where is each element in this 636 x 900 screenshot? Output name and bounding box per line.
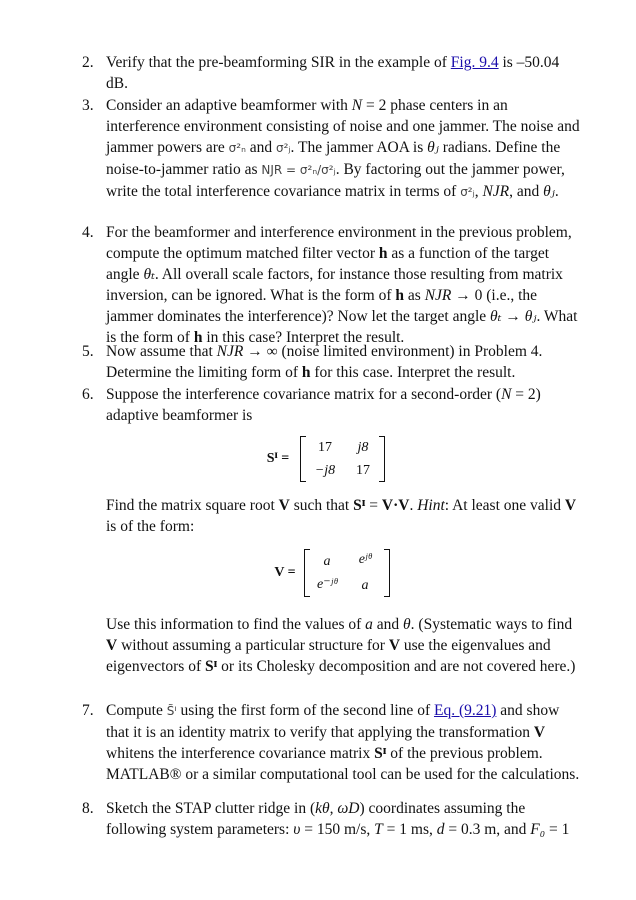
problem-5 <box>82 341 582 383</box>
right-bracket <box>384 549 390 597</box>
left-bracket <box>300 436 306 482</box>
matrix-cell: 17 <box>356 463 370 478</box>
problem-text: Find the matrix square root V such that Sᴵ = V·V. Hint: At least one valid V is of the form: <box>106 497 577 535</box>
problem-2 <box>82 52 582 94</box>
problem-number: 4. <box>82 224 94 241</box>
problem-6-conclusion <box>82 614 582 677</box>
sigma-j-squared: σ²ⱼ <box>276 141 291 155</box>
problem-text: Verify that the pre-beamforming SIR in the example of Fig. 9.4 is –50.04 dB. <box>106 54 560 92</box>
matrix-cell: eʲᶿ <box>358 552 372 567</box>
matrix-cell: a <box>361 578 369 593</box>
matrix-cell: 17 <box>318 440 332 455</box>
s-tilde-symbol: S̃ᴵ <box>166 704 177 718</box>
matrix-cell: −j8 <box>314 463 336 478</box>
problem-6 <box>82 384 582 426</box>
matrix-lhs: V = <box>274 565 296 580</box>
problem-number: 3. <box>82 97 94 114</box>
problem-4 <box>82 222 582 348</box>
problem-text: Suppose the interference covariance matrix for a second-order (N = 2) adaptive beamformer is <box>106 386 541 424</box>
problem-text: Now assume that NJR → ∞ (noise limited environment) in Problem 4. Determine the limiting form of h for this case. Interpret the result. <box>106 343 543 381</box>
problem-8 <box>82 798 582 840</box>
equation-v-matrix <box>268 547 398 599</box>
problem-text: Consider an adaptive beamformer with N = 2 phase centers in an interference environment consisting of noise and one jammer. The noise and jammer powers are σ²ₙ and σ²ⱼ. The jammer AOA is θⱼ radians. Define the noise-to-jammer ratio as NJR = σ²ₙ/σ²ⱼ. By factoring out the jammer power, write the total interference covariance matrix in terms of σ²ⱼ, NJR, and θⱼ. <box>106 97 580 200</box>
problem-text: For the beamformer and interference environment in the previous problem, compute the optimum matched filter vector h as a function of the target angle θₜ. All overall scale factors, for instance those resulting from matrix inversion, can be ignored. What is the form of h as NJR → 0 (i.e., the jammer dominates the interference)? Now let the target angle θₜ → θⱼ. What is the form of h in this case? Interpret the result. <box>106 224 578 346</box>
matrix-cell: e⁻ʲᶿ <box>317 577 337 592</box>
sigma-n-squared: σ²ₙ <box>228 141 246 155</box>
njr-definition: NJR = σ²ₙ/σ²ⱼ <box>261 163 336 177</box>
matrix-cell: a <box>323 554 331 569</box>
problem-number: 2. <box>82 54 94 71</box>
problem-6-continued <box>82 495 582 537</box>
problem-text: Sketch the STAP clutter ridge in (kθ, ωD) coordinates assuming the following system parameters: υ = 150 m/s, T = 1 ms, d = 0.3 m, and F₀ = 1 <box>106 800 570 838</box>
equation-s-i-matrix <box>260 434 390 484</box>
problem-7 <box>82 700 582 785</box>
matrix-cell: j8 <box>357 440 369 455</box>
problem-number: 7. <box>82 702 94 719</box>
problem-number: 8. <box>82 800 94 817</box>
fig-9-4-link[interactable]: Fig. 9.4 <box>450 54 499 71</box>
problem-text: Use this information to find the values of a and θ. (Systematic ways to find V without assuming a particular structure for V use the eigenvalues and eigenvectors of Sᴵ or its Cholesky decomposition and are not covered here.) <box>106 616 576 675</box>
problem-number: 5. <box>82 343 94 360</box>
problem-text: Compute S̃ᴵ using the first form of the second line of Eq. (9.21) and show that it is an identity matrix to verify that applying the transformation V whitens the interference covariance matrix Sᴵ of the previous problem. MATLAB® or a similar computational tool can be used for the calculations. <box>106 702 580 783</box>
problem-3 <box>82 95 582 203</box>
problem-number: 6. <box>82 386 94 403</box>
matrix-lhs: Sᴵ = <box>266 451 290 466</box>
right-bracket <box>379 436 385 482</box>
eq-9-21-link[interactable]: Eq. (9.21) <box>433 702 497 719</box>
